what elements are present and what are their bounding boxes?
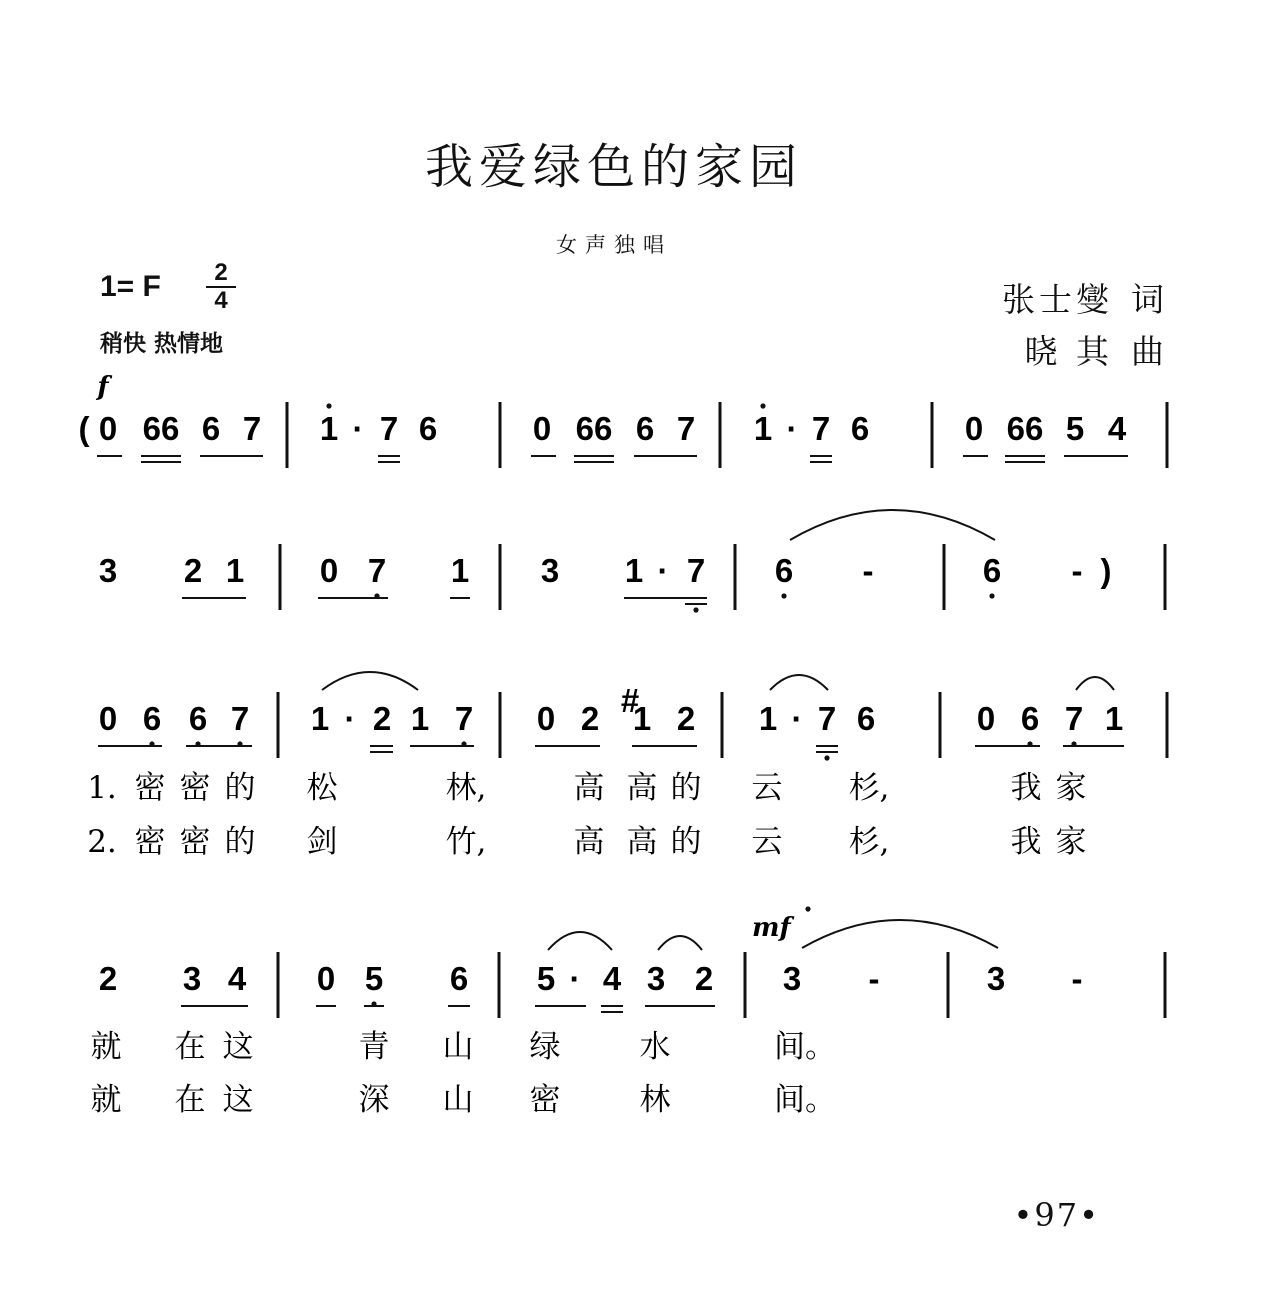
- sharp-sign: #: [620, 682, 640, 719]
- lyric-verse2: 就: [90, 1082, 122, 1118]
- note-digit: 4: [602, 960, 622, 997]
- slur-arc: [790, 510, 995, 540]
- lyric-verse1: 高: [573, 770, 605, 806]
- note-digit: 0: [536, 700, 556, 737]
- augmentation-dot: ·: [352, 410, 364, 447]
- augmentation-dot: ·: [786, 410, 798, 447]
- octave-dot-low: [824, 755, 829, 760]
- note-digit: 6: [850, 410, 870, 447]
- note-digit: 3: [646, 960, 666, 997]
- lyric-verse1: 就: [90, 1029, 122, 1065]
- note-digit: 66: [1006, 410, 1044, 447]
- note-digit: 7: [686, 552, 706, 589]
- octave-dot-low: [781, 593, 786, 598]
- dynamic-forte: f: [97, 372, 109, 402]
- lyric-verse2: 密: [529, 1082, 561, 1118]
- opening-parenthesis: (: [78, 410, 90, 447]
- lyric-verse1: 青: [358, 1029, 390, 1065]
- lyric-verse2: 深: [358, 1082, 390, 1118]
- note-digit: 66: [575, 410, 613, 447]
- octave-dot-low: [693, 607, 698, 612]
- note-digit: 2: [694, 960, 714, 997]
- time-signature-bottom: 4: [214, 287, 228, 314]
- octave-dot-low: [461, 741, 466, 746]
- sustain-dash: -: [1071, 960, 1083, 997]
- lyricist-role: 词: [1131, 280, 1168, 319]
- lyric-verse1: 密: [179, 770, 211, 806]
- lyric-verse2: 的: [670, 824, 702, 860]
- note-digit: 7: [817, 700, 837, 737]
- note-digit: 1: [410, 700, 430, 737]
- note-digit: 7: [1064, 700, 1084, 737]
- lyric-verse1: 在: [174, 1029, 206, 1065]
- note-digit: 1: [310, 700, 330, 737]
- lyric-verse1: 高: [626, 770, 658, 806]
- note-digit: 2: [183, 552, 203, 589]
- sustain-dash: -: [862, 552, 874, 589]
- note-digit: 5: [1065, 410, 1085, 447]
- octave-dot-low: [1027, 741, 1032, 746]
- lyricist-name: 张士燮: [1002, 280, 1113, 319]
- note-digit: 6: [449, 960, 469, 997]
- note-digit: 6: [635, 410, 655, 447]
- note-digit: 7: [676, 410, 696, 447]
- key-signature: 1= F: [100, 270, 161, 303]
- lyric-verse1: 1.: [87, 770, 117, 806]
- octave-dot-high: [326, 403, 331, 408]
- lyric-verse1: 密: [134, 770, 166, 806]
- note-digit: 1: [450, 552, 470, 589]
- lyric-verse2: 在: [174, 1082, 206, 1118]
- lyric-verse2: 高: [573, 824, 605, 860]
- lyric-verse1: 松: [306, 770, 338, 806]
- augmentation-dot: ·: [344, 700, 356, 737]
- note-digit: 4: [227, 960, 247, 997]
- augmentation-dot: ·: [657, 552, 669, 589]
- lyric-verse2: 山: [442, 1082, 474, 1118]
- lyric-verse1: 云: [751, 770, 783, 806]
- note-digit: 3: [782, 960, 802, 997]
- note-digit: 6: [418, 410, 438, 447]
- note-digit: 3: [182, 960, 202, 997]
- lyric-verse1: 的: [670, 770, 702, 806]
- lyric-verse1: 我: [1010, 770, 1042, 806]
- lyric-verse1: 间。: [774, 1029, 836, 1065]
- note-digit: 2: [372, 700, 392, 737]
- slur-arc: [802, 920, 998, 948]
- octave-dot-high: [760, 403, 765, 408]
- note-digit: 6: [774, 552, 794, 589]
- lyric-verse1: 的: [224, 770, 256, 806]
- octave-dot-low: [237, 741, 242, 746]
- note-digit: 6: [856, 700, 876, 737]
- note-digit: 5: [364, 960, 384, 997]
- composer-name: 晓 其: [1024, 332, 1113, 371]
- lyric-verse2: 间。: [774, 1082, 836, 1118]
- lyric-verse2: 云: [751, 824, 783, 860]
- note-digit: 5: [536, 960, 556, 997]
- slur-arc: [658, 936, 702, 950]
- lyric-verse2: 2.: [87, 824, 117, 860]
- octave-dot-low: [989, 593, 994, 598]
- note-digit: 7: [811, 410, 831, 447]
- note-digit: 1: [753, 410, 773, 447]
- note-digit: 6: [982, 552, 1002, 589]
- closing-parenthesis: ): [1100, 552, 1112, 589]
- note-digit: 1: [225, 552, 245, 589]
- octave-dot-low: [195, 741, 200, 746]
- note-digit: 1: [1104, 700, 1124, 737]
- note-digit: 3: [540, 552, 560, 589]
- slur-arc: [548, 932, 612, 950]
- note-digit: 7: [230, 700, 250, 737]
- octave-dot-low: [374, 593, 379, 598]
- accent-dot: [805, 906, 810, 911]
- note-digit: 0: [98, 410, 118, 447]
- note-digit: 3: [98, 552, 118, 589]
- note-digit: 2: [580, 700, 600, 737]
- note-digit: 7: [242, 410, 262, 447]
- note-digit: 0: [964, 410, 984, 447]
- dynamic-mezzo-forte: mf: [752, 913, 791, 943]
- note-digit: 1: [632, 700, 652, 737]
- sustain-dash: -: [1071, 552, 1083, 589]
- lyric-verse1: 这: [222, 1029, 254, 1065]
- slur-arc: [1076, 677, 1114, 690]
- lyric-verse2: 林: [639, 1082, 671, 1118]
- octave-dot-low: [1071, 741, 1076, 746]
- note-digit: 0: [532, 410, 552, 447]
- note-digit: 1: [758, 700, 778, 737]
- lyric-verse2: 密: [179, 824, 211, 860]
- slur-arc: [322, 672, 418, 690]
- note-digit: 0: [319, 552, 339, 589]
- composer-role: 曲: [1131, 332, 1168, 371]
- note-digit: 2: [98, 960, 118, 997]
- note-digit: 6: [188, 700, 208, 737]
- octave-dot-low: [149, 741, 154, 746]
- note-digit: 7: [379, 410, 399, 447]
- note-digit: 6: [1020, 700, 1040, 737]
- note-digit: 0: [98, 700, 118, 737]
- note-digit: 4: [1107, 410, 1127, 447]
- note-digit: 7: [367, 552, 387, 589]
- note-digit: 7: [454, 700, 474, 737]
- octave-dot-low: [371, 1001, 376, 1006]
- lyric-verse1: 绿: [529, 1029, 561, 1065]
- lyric-verse2: 剑: [306, 824, 338, 860]
- lyric-verse2: 家: [1055, 824, 1087, 860]
- lyric-verse2: 的: [224, 824, 256, 860]
- note-digit: 3: [986, 960, 1006, 997]
- lyric-verse2: 这: [222, 1082, 254, 1118]
- note-digit: 6: [201, 410, 221, 447]
- lyric-verse1: 家: [1055, 770, 1087, 806]
- note-digit: 1: [624, 552, 644, 589]
- performance-type: 女声独唱: [556, 233, 672, 257]
- lyric-verse1: 水: [639, 1029, 671, 1065]
- lyric-verse1: 山: [442, 1029, 474, 1065]
- tempo-marking: 稍快 热情地: [100, 331, 224, 357]
- augmentation-dot: ·: [791, 700, 803, 737]
- note-digit: 66: [142, 410, 180, 447]
- augmentation-dot: ·: [569, 960, 581, 997]
- note-digit: 2: [676, 700, 696, 737]
- lyric-verse2: 我: [1010, 824, 1042, 860]
- lyric-verse1: 杉,: [848, 770, 890, 806]
- page-number: •97•: [1013, 1196, 1100, 1234]
- lyric-verse2: 密: [134, 824, 166, 860]
- note-digit: 0: [976, 700, 996, 737]
- lyric-verse2: 高: [626, 824, 658, 860]
- time-signature-top: 2: [214, 259, 228, 286]
- slur-arc: [770, 675, 828, 690]
- note-digit: 6: [142, 700, 162, 737]
- lyric-verse2: 竹,: [445, 824, 487, 860]
- sustain-dash: -: [868, 960, 880, 997]
- note-digit: 1: [319, 410, 339, 447]
- lyric-verse1: 林,: [445, 770, 487, 806]
- lyric-verse2: 杉,: [848, 824, 890, 860]
- note-digit: 0: [316, 960, 336, 997]
- song-title: 我爱绿色的家园: [424, 139, 803, 195]
